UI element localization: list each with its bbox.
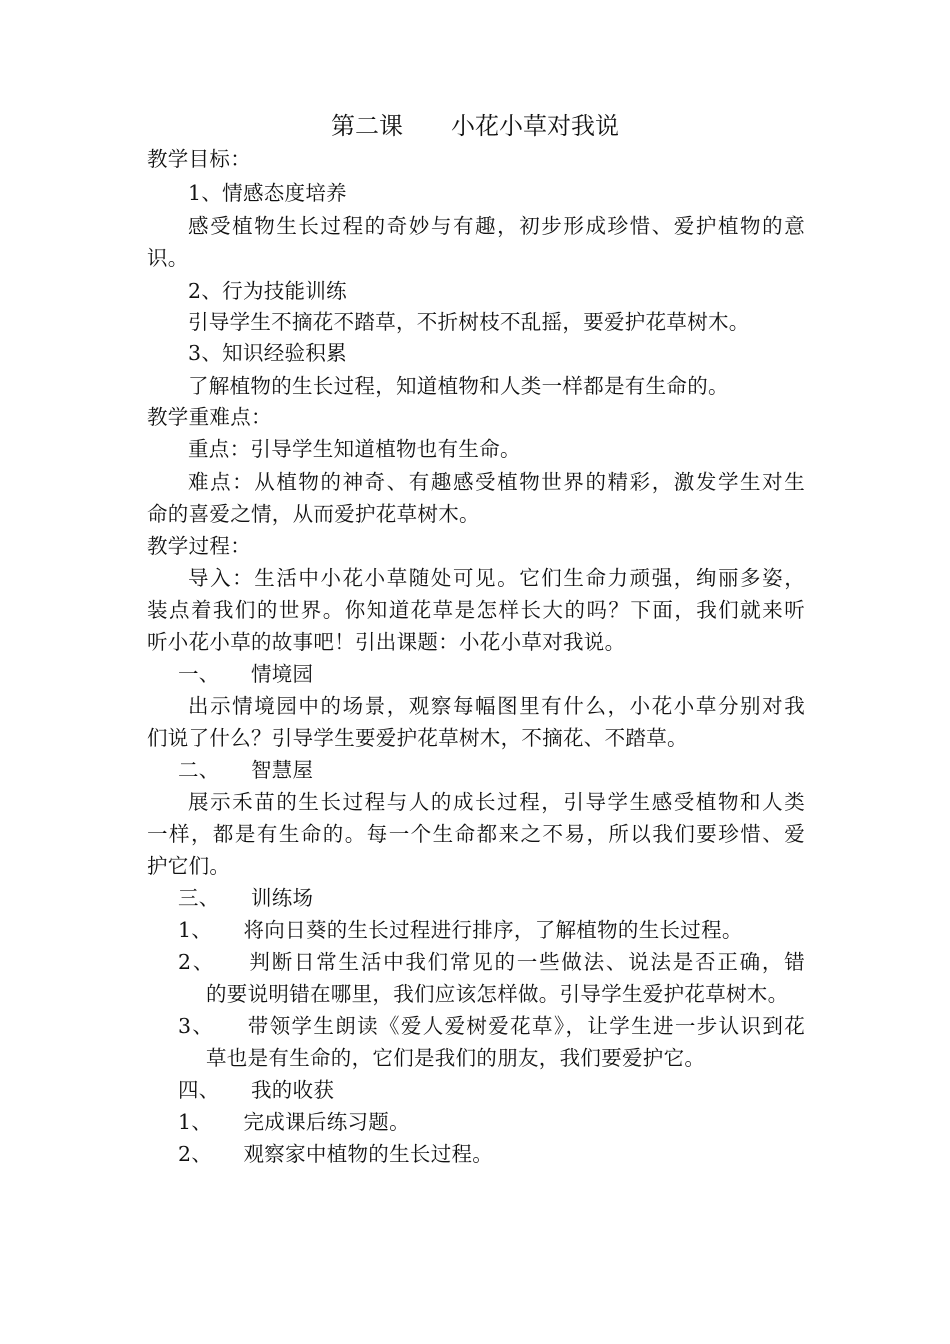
difficulty-text-line-1: 难点：从植物的神奇、有趣感受植物世界的精彩，激发学生对生 [188, 470, 805, 494]
goal-item-2: 2、行为技能训练 [188, 279, 347, 303]
harvest-item-2: 2、 观察家中植物的生长过程。 [178, 1142, 494, 1166]
difficulty-text-line-2: 命的喜爱之情，从而爱护花草树木。 [147, 502, 480, 526]
section-heading-1: 一、 情境园 [178, 662, 314, 686]
training-item-3-line-2: 草也是有生命的，它们是我们的朋友，我们要爱护它。 [206, 1046, 706, 1070]
goal-1-text-line-1: 感受植物生长过程的奇妙与有趣，初步形成珍惜、爱护植物的意 [188, 214, 805, 238]
training-item-2-line-2: 的要说明错在哪里，我们应该怎样做。引导学生爱护花草树木。 [206, 982, 789, 1006]
training-item-1: 1、 将向日葵的生长过程进行排序，了解植物的生长过程。 [178, 918, 743, 942]
heading-teaching-goals: 教学目标： [147, 147, 251, 171]
section-heading-3: 三、 训练场 [178, 886, 314, 910]
lesson-title: 第二课 小花小草对我说 [331, 112, 619, 140]
intro-text-line-3: 听小花小草的故事吧！引出课题：小花小草对我说。 [147, 630, 626, 654]
heading-teaching-process: 教学过程： [147, 534, 251, 558]
goal-1-text-line-2: 识。 [147, 246, 189, 270]
section-1-text-line-2: 们说了什么？引导学生要爱护花草树木，不摘花、不踏草。 [147, 726, 688, 750]
intro-text-line-1: 导入：生活中小花小草随处可见。它们生命力顽强，绚丽多姿， [188, 566, 805, 590]
section-2-text-line-3: 护它们。 [147, 854, 231, 878]
key-point-text: 重点：引导学生知道植物也有生命。 [188, 437, 521, 461]
section-1-text-line-1: 出示情境园中的场景，观察每幅图里有什么，小花小草分别对我 [188, 694, 805, 718]
intro-text-line-2: 装点着我们的世界。你知道花草是怎样长大的吗？下面，我们就来听 [147, 598, 805, 622]
goal-item-3: 3、知识经验积累 [188, 341, 347, 365]
goal-3-text: 了解植物的生长过程，知道植物和人类一样都是有生命的。 [188, 374, 729, 398]
section-heading-2: 二、 智慧屋 [178, 758, 314, 782]
training-item-3-line-1: 3、 带领学生朗读《爱人爱树爱花草》，让学生进一步认识到花 [178, 1014, 805, 1038]
harvest-item-1: 1、 完成课后练习题。 [178, 1110, 410, 1134]
goal-2-text: 引导学生不摘花不踏草，不折树枝不乱摇，要爱护花草树木。 [188, 310, 750, 334]
goal-item-1: 1、情感态度培养 [188, 181, 347, 205]
section-2-text-line-1: 展示禾苗的生长过程与人的成长过程，引导学生感受植物和人类 [188, 790, 805, 814]
heading-key-points: 教学重难点： [147, 405, 272, 429]
section-heading-4: 四、 我的收获 [178, 1078, 335, 1102]
training-item-2-line-1: 2、 判断日常生活中我们常见的一些做法、说法是否正确，错 [178, 950, 805, 974]
section-2-text-line-2: 一样，都是有生命的。每一个生命都来之不易，所以我们要珍惜、爱 [147, 822, 805, 846]
